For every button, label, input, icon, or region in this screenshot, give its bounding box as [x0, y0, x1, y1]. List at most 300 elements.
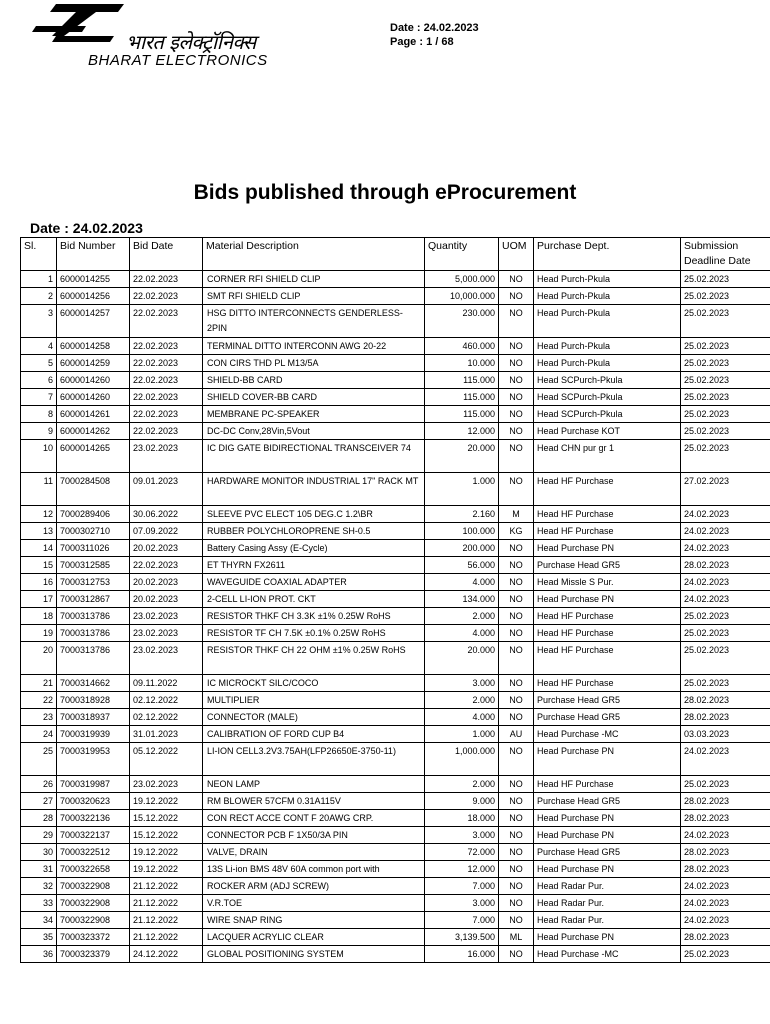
col-header-bid-date: Bid Date: [130, 238, 203, 271]
cell-sl: 7: [21, 389, 57, 406]
cell-material-description: HARDWARE MONITOR INDUSTRIAL 17" RACK MT: [203, 473, 425, 506]
table-row: [21, 389, 770, 406]
table-row: [21, 271, 770, 288]
cell-uom: NO: [499, 776, 534, 793]
cell-sl: 8: [21, 406, 57, 423]
cell-bid-date: 19.12.2022: [130, 844, 203, 861]
cell-quantity: 2.000: [425, 608, 499, 625]
cell-uom: AU: [499, 726, 534, 743]
table-row: [21, 557, 770, 574]
cell-bid-number: 7000313786: [57, 625, 130, 642]
cell-bid-number: 7000318928: [57, 692, 130, 709]
table-row: [21, 946, 770, 963]
cell-submission-deadline: 25.02.2023: [681, 946, 770, 963]
cell-material-description: HSG DITTO INTERCONNECTS GENDERLESS-2PIN: [203, 305, 425, 338]
cell-quantity: 2.000: [425, 692, 499, 709]
col-header-material-description: Material Description: [203, 238, 425, 271]
cell-sl: 23: [21, 709, 57, 726]
cell-uom: NO: [499, 389, 534, 406]
cell-purchase-dept: Head Purchase PN: [534, 861, 681, 878]
cell-quantity: 1.000: [425, 473, 499, 506]
cell-material-description: NEON LAMP: [203, 776, 425, 793]
cell-quantity: 3.000: [425, 675, 499, 692]
cell-material-description: CONNECTOR PCB F 1X50/3A PIN: [203, 827, 425, 844]
bharat-electronics-logo: [26, 2, 346, 70]
col-header-purchase-dept: Purchase Dept.: [534, 238, 681, 271]
cell-material-description: 13S Li-ion BMS 48V 60A common port with: [203, 861, 425, 878]
table-row: [21, 440, 770, 473]
cell-bid-number: 7000313786: [57, 608, 130, 625]
cell-bid-number: 7000319953: [57, 743, 130, 776]
cell-purchase-dept: Head Purch-Pkula: [534, 305, 681, 338]
cell-sl: 36: [21, 946, 57, 963]
cell-sl: 31: [21, 861, 57, 878]
cell-bid-date: 22.02.2023: [130, 389, 203, 406]
table-row: [21, 288, 770, 305]
cell-purchase-dept: Head Purchase PN: [534, 540, 681, 557]
cell-bid-number: 7000313786: [57, 642, 130, 675]
cell-sl: 10: [21, 440, 57, 473]
cell-bid-number: 7000322908: [57, 912, 130, 929]
cell-bid-date: 09.11.2022: [130, 675, 203, 692]
col-header-bid-number: Bid Number: [57, 238, 130, 271]
page-number: Page : 1 / 68: [390, 36, 454, 48]
cell-uom: NO: [499, 355, 534, 372]
cell-submission-deadline: 25.02.2023: [681, 271, 770, 288]
cell-submission-deadline: 25.02.2023: [681, 776, 770, 793]
cell-purchase-dept: Head Purch-Pkula: [534, 288, 681, 305]
cell-purchase-dept: Head SCPurch-Pkula: [534, 406, 681, 423]
cell-sl: 32: [21, 878, 57, 895]
cell-bid-number: 7000318937: [57, 709, 130, 726]
cell-sl: 2: [21, 288, 57, 305]
table-row: [21, 608, 770, 625]
cell-bid-date: 23.02.2023: [130, 440, 203, 473]
cell-quantity: 10,000.000: [425, 288, 499, 305]
cell-bid-number: 7000322136: [57, 810, 130, 827]
page-meta: [390, 21, 479, 49]
cell-bid-date: 05.12.2022: [130, 743, 203, 776]
cell-quantity: 1,000.000: [425, 743, 499, 776]
cell-material-description: CALIBRATION OF FORD CUP B4: [203, 726, 425, 743]
cell-material-description: WIRE SNAP RING: [203, 912, 425, 929]
cell-submission-deadline: 27.02.2023: [681, 473, 770, 506]
cell-purchase-dept: Head HF Purchase: [534, 608, 681, 625]
table-row: [21, 827, 770, 844]
cell-uom: NO: [499, 473, 534, 506]
cell-sl: 17: [21, 591, 57, 608]
cell-sl: 11: [21, 473, 57, 506]
cell-quantity: 12.000: [425, 861, 499, 878]
cell-submission-deadline: 25.02.2023: [681, 389, 770, 406]
cell-bid-date: 22.02.2023: [130, 305, 203, 338]
cell-bid-date: 21.12.2022: [130, 878, 203, 895]
cell-sl: 34: [21, 912, 57, 929]
cell-purchase-dept: Head HF Purchase: [534, 625, 681, 642]
cell-material-description: SHIELD-BB CARD: [203, 372, 425, 389]
cell-purchase-dept: Head Purchase -MC: [534, 726, 681, 743]
cell-quantity: 115.000: [425, 389, 499, 406]
cell-bid-number: 6000014260: [57, 389, 130, 406]
col-header-quantity: Quantity: [425, 238, 499, 271]
table-row: [21, 726, 770, 743]
table-row: [21, 540, 770, 557]
cell-quantity: 7.000: [425, 878, 499, 895]
table-row: [21, 878, 770, 895]
cell-material-description: WAVEGUIDE COAXIAL ADAPTER: [203, 574, 425, 591]
table-row: [21, 793, 770, 810]
cell-bid-date: 23.02.2023: [130, 625, 203, 642]
cell-bid-number: 6000014261: [57, 406, 130, 423]
cell-uom: NO: [499, 946, 534, 963]
cell-bid-number: 6000014265: [57, 440, 130, 473]
cell-submission-deadline: 28.02.2023: [681, 929, 770, 946]
cell-quantity: 460.000: [425, 338, 499, 355]
cell-quantity: 5,000.000: [425, 271, 499, 288]
cell-bid-number: 7000322908: [57, 895, 130, 912]
table-row: [21, 642, 770, 675]
cell-material-description: LACQUER ACRYLIC CLEAR: [203, 929, 425, 946]
cell-bid-date: 22.02.2023: [130, 406, 203, 423]
logo-hindi-text: भारत इलेक्ट्रॉनिक्स: [126, 30, 256, 54]
cell-bid-number: 7000312753: [57, 574, 130, 591]
cell-purchase-dept: Head Purchase PN: [534, 827, 681, 844]
cell-bid-number: 7000312585: [57, 557, 130, 574]
cell-bid-number: 7000322137: [57, 827, 130, 844]
cell-uom: NO: [499, 743, 534, 776]
cell-bid-number: 6000014260: [57, 372, 130, 389]
cell-sl: 3: [21, 305, 57, 338]
cell-material-description: LI-ION CELL3.2V3.75AH(LFP26650E-3750-11): [203, 743, 425, 776]
cell-submission-deadline: 24.02.2023: [681, 574, 770, 591]
cell-sl: 9: [21, 423, 57, 440]
cell-quantity: 200.000: [425, 540, 499, 557]
cell-bid-date: 22.02.2023: [130, 355, 203, 372]
cell-uom: NO: [499, 305, 534, 338]
cell-bid-date: 21.12.2022: [130, 912, 203, 929]
table-row: [21, 625, 770, 642]
table-row: [21, 776, 770, 793]
cell-purchase-dept: Purchase Head GR5: [534, 793, 681, 810]
cell-material-description: 2-CELL LI-ION PROT. CKT: [203, 591, 425, 608]
cell-bid-date: 07.09.2022: [130, 523, 203, 540]
cell-uom: NO: [499, 423, 534, 440]
cell-uom: NO: [499, 827, 534, 844]
cell-quantity: 7.000: [425, 912, 499, 929]
table-row: [21, 574, 770, 591]
cell-uom: NO: [499, 288, 534, 305]
cell-bid-number: 7000319939: [57, 726, 130, 743]
cell-quantity: 56.000: [425, 557, 499, 574]
cell-submission-deadline: 28.02.2023: [681, 692, 770, 709]
cell-material-description: CON CIRS THD PL M13/5A: [203, 355, 425, 372]
cell-bid-date: 19.12.2022: [130, 861, 203, 878]
cell-quantity: 9.000: [425, 793, 499, 810]
cell-bid-number: 6000014262: [57, 423, 130, 440]
cell-quantity: 3.000: [425, 827, 499, 844]
cell-uom: NO: [499, 608, 534, 625]
cell-material-description: VALVE, DRAIN: [203, 844, 425, 861]
cell-sl: 22: [21, 692, 57, 709]
cell-submission-deadline: 25.02.2023: [681, 288, 770, 305]
table-row: [21, 709, 770, 726]
cell-quantity: 3,139.500: [425, 929, 499, 946]
cell-bid-number: 6000014257: [57, 305, 130, 338]
table-row: [21, 523, 770, 540]
cell-material-description: ROCKER ARM (ADJ SCREW): [203, 878, 425, 895]
cell-bid-date: 20.02.2023: [130, 540, 203, 557]
cell-material-description: RM BLOWER 57CFM 0.31A115V: [203, 793, 425, 810]
cell-purchase-dept: Head Purchase PN: [534, 810, 681, 827]
table-row: [21, 355, 770, 372]
cell-quantity: 20.000: [425, 440, 499, 473]
cell-uom: ML: [499, 929, 534, 946]
cell-bid-number: 7000311026: [57, 540, 130, 557]
cell-material-description: MEMBRANE PC-SPEAKER: [203, 406, 425, 423]
cell-quantity: 3.000: [425, 895, 499, 912]
cell-uom: NO: [499, 271, 534, 288]
cell-sl: 5: [21, 355, 57, 372]
cell-uom: NO: [499, 338, 534, 355]
cell-purchase-dept: Head Radar Pur.: [534, 912, 681, 929]
cell-submission-deadline: 25.02.2023: [681, 355, 770, 372]
cell-sl: 6: [21, 372, 57, 389]
cell-submission-deadline: 25.02.2023: [681, 608, 770, 625]
cell-purchase-dept: Head CHN pur gr 1: [534, 440, 681, 473]
cell-quantity: 100.000: [425, 523, 499, 540]
cell-purchase-dept: Head Purchase PN: [534, 743, 681, 776]
cell-submission-deadline: 28.02.2023: [681, 844, 770, 861]
cell-bid-number: 7000323372: [57, 929, 130, 946]
cell-bid-number: 7000302710: [57, 523, 130, 540]
cell-bid-date: 21.12.2022: [130, 895, 203, 912]
col-header-uom: UOM: [499, 238, 534, 271]
cell-uom: M: [499, 506, 534, 523]
cell-quantity: 2.000: [425, 776, 499, 793]
cell-bid-date: 21.12.2022: [130, 929, 203, 946]
cell-bid-number: 7000322512: [57, 844, 130, 861]
cell-sl: 13: [21, 523, 57, 540]
cell-bid-number: 6000014256: [57, 288, 130, 305]
cell-bid-date: 22.02.2023: [130, 372, 203, 389]
cell-submission-deadline: 25.02.2023: [681, 406, 770, 423]
cell-material-description: RESISTOR THKF CH 3.3K ±1% 0.25W RoHS: [203, 608, 425, 625]
cell-bid-number: 7000322658: [57, 861, 130, 878]
cell-bid-number: 7000284508: [57, 473, 130, 506]
cell-submission-deadline: 28.02.2023: [681, 793, 770, 810]
cell-purchase-dept: Head HF Purchase: [534, 523, 681, 540]
page-title: Bids published through eProcurement: [193, 181, 577, 204]
cell-submission-deadline: 28.02.2023: [681, 861, 770, 878]
cell-bid-date: 30.06.2022: [130, 506, 203, 523]
cell-uom: NO: [499, 810, 534, 827]
cell-bid-date: 15.12.2022: [130, 810, 203, 827]
table-row: [21, 912, 770, 929]
cell-quantity: 20.000: [425, 642, 499, 675]
table-row: [21, 743, 770, 776]
cell-submission-deadline: 24.02.2023: [681, 523, 770, 540]
cell-quantity: 16.000: [425, 946, 499, 963]
cell-uom: NO: [499, 844, 534, 861]
cell-submission-deadline: 25.02.2023: [681, 338, 770, 355]
cell-submission-deadline: 03.03.2023: [681, 726, 770, 743]
cell-bid-date: 20.02.2023: [130, 591, 203, 608]
table-row: [21, 506, 770, 523]
cell-submission-deadline: 25.02.2023: [681, 625, 770, 642]
cell-bid-number: 6000014255: [57, 271, 130, 288]
cell-purchase-dept: Head Purch-Pkula: [534, 271, 681, 288]
table-row: [21, 675, 770, 692]
cell-material-description: SLEEVE PVC ELECT 105 DEG.C 1.2\BR: [203, 506, 425, 523]
cell-submission-deadline: 28.02.2023: [681, 557, 770, 574]
table-header-row: [21, 238, 770, 271]
cell-quantity: 115.000: [425, 406, 499, 423]
bids-table: [20, 237, 770, 963]
table-row: [21, 895, 770, 912]
cell-purchase-dept: Head Radar Pur.: [534, 895, 681, 912]
cell-submission-deadline: 25.02.2023: [681, 423, 770, 440]
cell-uom: KG: [499, 523, 534, 540]
cell-uom: NO: [499, 709, 534, 726]
cell-bid-number: 7000289406: [57, 506, 130, 523]
cell-uom: NO: [499, 591, 534, 608]
cell-bid-number: 7000320623: [57, 793, 130, 810]
cell-material-description: CONNECTOR (MALE): [203, 709, 425, 726]
cell-submission-deadline: 25.02.2023: [681, 642, 770, 675]
cell-quantity: 72.000: [425, 844, 499, 861]
cell-submission-deadline: 28.02.2023: [681, 810, 770, 827]
cell-sl: 4: [21, 338, 57, 355]
cell-bid-date: 09.01.2023: [130, 473, 203, 506]
cell-sl: 14: [21, 540, 57, 557]
cell-bid-date: 22.02.2023: [130, 338, 203, 355]
cell-material-description: TERMINAL DITTO INTERCONN AWG 20-22: [203, 338, 425, 355]
cell-uom: NO: [499, 895, 534, 912]
cell-uom: NO: [499, 861, 534, 878]
cell-material-description: MULTIPLIER: [203, 692, 425, 709]
table-row: [21, 861, 770, 878]
cell-uom: NO: [499, 406, 534, 423]
cell-purchase-dept: Head Purchase PN: [534, 929, 681, 946]
cell-sl: 33: [21, 895, 57, 912]
cell-uom: NO: [499, 625, 534, 642]
cell-material-description: V.R.TOE: [203, 895, 425, 912]
cell-material-description: SMT RFI SHIELD CLIP: [203, 288, 425, 305]
cell-sl: 29: [21, 827, 57, 844]
date-heading: Date : 24.02.2023: [30, 220, 143, 236]
table-row: [21, 423, 770, 440]
cell-material-description: SHIELD COVER-BB CARD: [203, 389, 425, 406]
cell-bid-number: 7000323379: [57, 946, 130, 963]
cell-quantity: 1.000: [425, 726, 499, 743]
cell-quantity: 18.000: [425, 810, 499, 827]
cell-quantity: 4.000: [425, 625, 499, 642]
cell-submission-deadline: 24.02.2023: [681, 895, 770, 912]
col-header-sl: Sl.: [21, 238, 57, 271]
cell-submission-deadline: 24.02.2023: [681, 506, 770, 523]
cell-material-description: IC DIG GATE BIDIRECTIONAL TRANSCEIVER 74: [203, 440, 425, 473]
cell-bid-date: 24.12.2022: [130, 946, 203, 963]
table-row: [21, 338, 770, 355]
cell-sl: 1: [21, 271, 57, 288]
cell-material-description: IC MICROCKT SILC/COCO: [203, 675, 425, 692]
cell-quantity: 12.000: [425, 423, 499, 440]
table-row: [21, 591, 770, 608]
cell-submission-deadline: 24.02.2023: [681, 878, 770, 895]
cell-purchase-dept: Head Missle S Pur.: [534, 574, 681, 591]
cell-purchase-dept: Head HF Purchase: [534, 675, 681, 692]
table-row: [21, 305, 770, 338]
cell-quantity: 134.000: [425, 591, 499, 608]
cell-purchase-dept: Head Purch-Pkula: [534, 355, 681, 372]
cell-uom: NO: [499, 912, 534, 929]
cell-sl: 26: [21, 776, 57, 793]
cell-purchase-dept: Purchase Head GR5: [534, 557, 681, 574]
cell-bid-date: 02.12.2022: [130, 709, 203, 726]
cell-submission-deadline: 24.02.2023: [681, 827, 770, 844]
cell-uom: NO: [499, 692, 534, 709]
table-row: [21, 692, 770, 709]
cell-sl: 21: [21, 675, 57, 692]
cell-uom: NO: [499, 675, 534, 692]
report-date: Date : 24.02.2023: [390, 22, 479, 34]
cell-bid-date: 15.12.2022: [130, 827, 203, 844]
cell-uom: NO: [499, 793, 534, 810]
cell-bid-number: 7000314662: [57, 675, 130, 692]
cell-quantity: 115.000: [425, 372, 499, 389]
cell-sl: 35: [21, 929, 57, 946]
cell-material-description: DC-DC Conv,28Vin,5Vout: [203, 423, 425, 440]
cell-uom: NO: [499, 440, 534, 473]
logo-english-text: BHARAT ELECTRONICS: [88, 52, 268, 69]
table-row: [21, 810, 770, 827]
cell-bid-number: 7000322908: [57, 878, 130, 895]
cell-submission-deadline: 24.02.2023: [681, 591, 770, 608]
table-row: [21, 844, 770, 861]
cell-material-description: RESISTOR TF CH 7.5K ±0.1% 0.25W RoHS: [203, 625, 425, 642]
cell-purchase-dept: Head HF Purchase: [534, 642, 681, 675]
col-header-submission-deadline: Submission Deadline Date: [681, 238, 770, 271]
cell-submission-deadline: 28.02.2023: [681, 709, 770, 726]
cell-submission-deadline: 24.02.2023: [681, 540, 770, 557]
cell-material-description: RESISTOR THKF CH 22 OHM ±1% 0.25W RoHS: [203, 642, 425, 675]
cell-quantity: 4.000: [425, 574, 499, 591]
cell-purchase-dept: Head Purch-Pkula: [534, 338, 681, 355]
cell-material-description: ET THYRN FX2611: [203, 557, 425, 574]
cell-purchase-dept: Head Purchase PN: [534, 591, 681, 608]
cell-bid-date: 22.02.2023: [130, 288, 203, 305]
cell-purchase-dept: Head SCPurch-Pkula: [534, 372, 681, 389]
cell-sl: 15: [21, 557, 57, 574]
cell-bid-date: 23.02.2023: [130, 776, 203, 793]
cell-submission-deadline: 25.02.2023: [681, 305, 770, 338]
table-row: [21, 372, 770, 389]
cell-material-description: RUBBER POLYCHLOROPRENE SH-0.5: [203, 523, 425, 540]
cell-bid-number: 6000014258: [57, 338, 130, 355]
cell-bid-date: 22.02.2023: [130, 271, 203, 288]
cell-purchase-dept: Head Purchase KOT: [534, 423, 681, 440]
cell-bid-date: 22.02.2023: [130, 423, 203, 440]
cell-sl: 27: [21, 793, 57, 810]
cell-uom: NO: [499, 574, 534, 591]
cell-material-description: GLOBAL POSITIONING SYSTEM: [203, 946, 425, 963]
cell-bid-number: 7000319987: [57, 776, 130, 793]
cell-uom: NO: [499, 540, 534, 557]
cell-purchase-dept: Head Radar Pur.: [534, 878, 681, 895]
cell-purchase-dept: Head SCPurch-Pkula: [534, 389, 681, 406]
cell-uom: NO: [499, 372, 534, 389]
table-row: [21, 929, 770, 946]
